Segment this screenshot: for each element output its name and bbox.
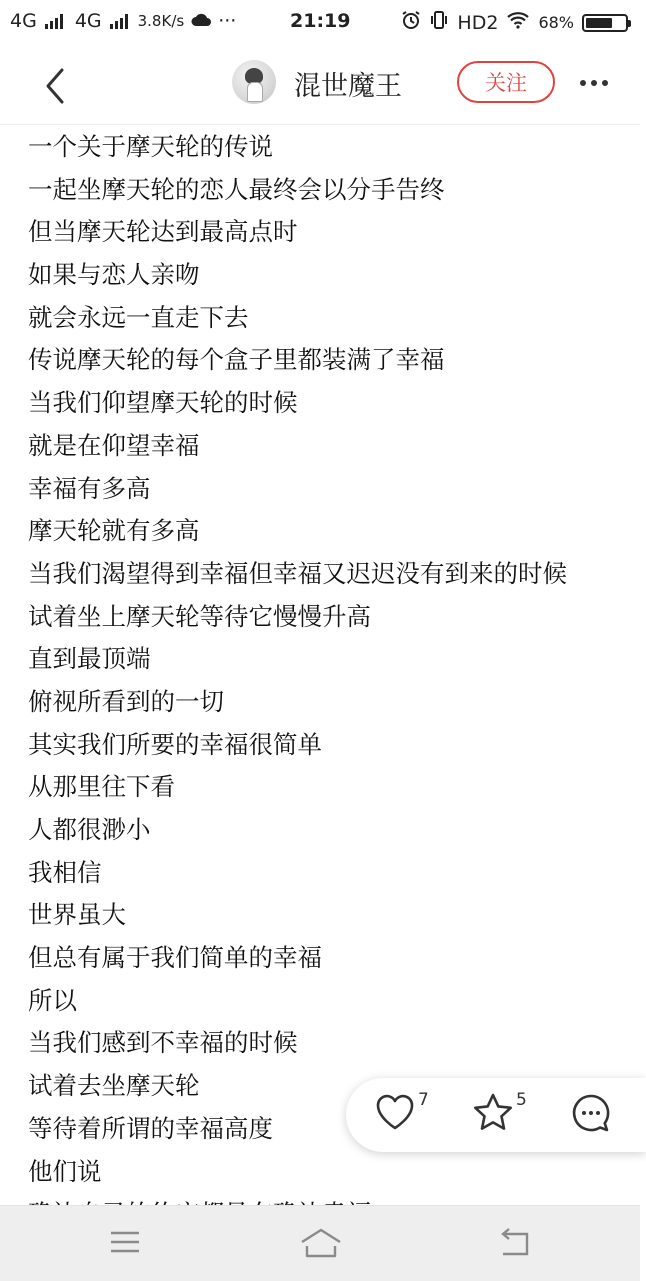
signal-icon bbox=[45, 13, 63, 29]
comment-button[interactable] bbox=[570, 1092, 612, 1136]
article-line: 传说摩天轮的每个盒子里都装满了幸福 bbox=[28, 345, 445, 375]
home-button[interactable] bbox=[299, 1224, 343, 1264]
article-line: 当我们仰望摩天轮的时候 bbox=[28, 388, 298, 418]
article-line: 一起坐摩天轮的恋人最终会以分手告终 bbox=[28, 174, 445, 204]
more-button[interactable] bbox=[580, 80, 608, 86]
article-line: 当我们感到不幸福的时候 bbox=[28, 1028, 298, 1058]
favorite-button[interactable] bbox=[472, 1092, 527, 1136]
chevron-left-icon bbox=[40, 66, 72, 106]
article-line: 我相信 bbox=[28, 857, 102, 887]
article-line: 俯视所看到的一切 bbox=[28, 686, 224, 716]
battery-percent: 68% bbox=[538, 13, 574, 32]
more-dot bbox=[602, 80, 608, 86]
article-line: 从那里往下看 bbox=[28, 772, 175, 802]
menu-button[interactable] bbox=[108, 1224, 142, 1264]
more-status-icon: ··· bbox=[218, 10, 237, 32]
more-dot bbox=[591, 80, 597, 86]
status-bar bbox=[0, 0, 640, 44]
hd-label: HD2 bbox=[457, 11, 499, 34]
article-line: 幸福有多高 bbox=[28, 473, 151, 503]
article-line: 当我们渴望得到幸福但幸福又迟迟没有到来的时候 bbox=[28, 558, 567, 588]
article-line: 他们说 bbox=[28, 1156, 102, 1186]
header-bar bbox=[0, 44, 640, 125]
return-button[interactable] bbox=[496, 1224, 532, 1264]
article-line: 如果与恋人亲吻 bbox=[28, 260, 200, 290]
heart-icon bbox=[374, 1092, 416, 1132]
battery-fill bbox=[586, 18, 612, 28]
avatar[interactable] bbox=[232, 60, 276, 104]
article-line: 试着坐上摩天轮等待它慢慢升高 bbox=[28, 601, 371, 631]
article-line: 就会永远一直走下去 bbox=[28, 302, 249, 332]
more-dot bbox=[580, 80, 586, 86]
article-line: 人都很渺小 bbox=[28, 815, 151, 844]
back-button[interactable] bbox=[40, 66, 72, 106]
status-right bbox=[401, 10, 628, 35]
article-line: 一个关于摩天轮的传说 bbox=[28, 132, 273, 161]
alarm-icon bbox=[401, 10, 421, 35]
network-label-2: 4G bbox=[74, 10, 102, 32]
like-button[interactable] bbox=[374, 1092, 429, 1136]
signal-icon-2 bbox=[110, 13, 128, 29]
article-line: 世界虽大 bbox=[28, 900, 126, 930]
clock: 21:19 bbox=[290, 10, 351, 32]
article-line: 所以 bbox=[28, 985, 77, 1015]
home-icon bbox=[299, 1224, 343, 1260]
status-left bbox=[10, 10, 236, 32]
follow-button[interactable]: 关注 bbox=[457, 61, 555, 103]
star-icon bbox=[472, 1092, 514, 1132]
article-line: 但总有属于我们简单的幸福 bbox=[28, 943, 322, 973]
cloud-icon bbox=[190, 10, 212, 32]
return-icon bbox=[496, 1224, 532, 1260]
author-name[interactable]: 混世魔王 bbox=[294, 71, 402, 102]
article-line: 等待着所谓的幸福高度 bbox=[28, 1113, 273, 1143]
action-bar bbox=[346, 1078, 646, 1152]
article-line: 但当摩天轮达到最高点时 bbox=[28, 217, 298, 247]
article-line: 试着去坐摩天轮 bbox=[28, 1071, 200, 1101]
article-line: 其实我们所要的幸福很简单 bbox=[28, 729, 322, 759]
vibrate-icon bbox=[429, 10, 449, 35]
article-body bbox=[28, 126, 628, 1206]
network-label-1: 4G bbox=[10, 10, 37, 32]
battery-icon bbox=[582, 14, 628, 32]
article-line: 就是在仰望幸福 bbox=[28, 430, 200, 460]
like-count: 7 bbox=[418, 1090, 429, 1110]
menu-icon bbox=[108, 1224, 142, 1260]
net-speed: 3.8K/s bbox=[137, 12, 185, 30]
star-count: 5 bbox=[516, 1090, 527, 1110]
comment-icon bbox=[570, 1092, 612, 1134]
wifi-icon bbox=[506, 11, 530, 34]
article-line: 直到最顶端 bbox=[28, 644, 151, 674]
article-line: 摩天轮就有多高 bbox=[28, 516, 200, 546]
system-nav-bar bbox=[0, 1205, 640, 1281]
